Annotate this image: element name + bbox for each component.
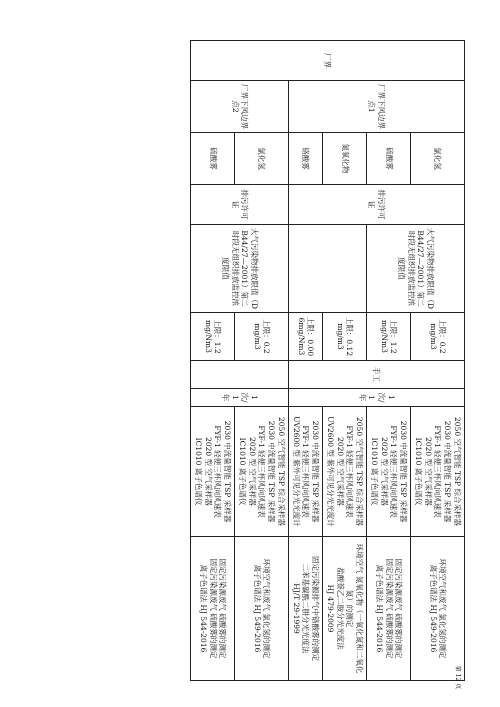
area-cell: 厂界 (191, 41, 465, 81)
limit-cell: 上限：1.2mg/Nm3 (191, 313, 235, 361)
instrument-line: 2020 型 空气采样器 (335, 437, 345, 506)
analysis-method-cell (367, 537, 411, 681)
pollutant-cell: 氮氧化物 (323, 133, 367, 185)
instrument-cell (411, 407, 465, 537)
method-line: 环境空气 氮氧化物（一氧化氮和二氧化氮）的测定 (345, 543, 365, 674)
method-line: 固定污染源废气 硫酸雾的测定 (394, 558, 404, 659)
rotated-table-page (35, 40, 465, 680)
instrument-line: UV2600 型 紫外可见分光光度计 (326, 416, 335, 527)
pollutant-cell: 硫酸雾 (191, 133, 235, 185)
method-line: HJ/T 29-1999 (291, 583, 301, 634)
standard-cell (289, 225, 367, 313)
limit-cell: 上限：0.2mg/m3 (411, 313, 465, 361)
analysis-method-cell (289, 537, 323, 681)
method-line: 环境空气和废气 氯化氢的测定 (262, 558, 272, 659)
analysis-method-cell (235, 537, 289, 681)
method-line: 离子色谱法 HJ 549-2016 (252, 564, 262, 653)
frequency-cell: 1次/1年 (191, 389, 289, 407)
instrument-line: 2050 空气智能 TSP 综合采样器 (277, 417, 286, 526)
pollutant-cell: 铬酸雾 (289, 133, 323, 185)
method-line: 离子色谱法 HJ 544-2016 (374, 564, 384, 653)
instrument-cell (191, 407, 235, 537)
analysis-method-cell (191, 537, 235, 681)
instrument-line: 2020 型 空气采样器 (203, 437, 213, 506)
pollutant-cell: 氯化氢 (235, 133, 289, 185)
instrument-line: 2030 中流量智能 TSP 采样器 (223, 420, 233, 523)
instrument-line: 2020 型 空气采样器 (423, 437, 433, 506)
frequency-cell: 1次/1年 (289, 389, 465, 407)
instrument-cell (235, 407, 289, 537)
pollutant-cell: 氯化氢 (411, 133, 465, 185)
method-line: 二苯基碳酰二肼分光光度法 (301, 563, 311, 654)
instrument-line: 2030 中流量智能 TSP 采样器 (311, 420, 321, 523)
method-line: 环境空气和废气 氯化氢的测定 (438, 558, 448, 659)
limit-cell: 上限：0.2mg/m3 (235, 313, 289, 361)
instrument-line: FYF-1 轻便三杯风向风速表 (389, 425, 399, 518)
instrument-line: IC1010 离子色谱仪 (238, 437, 247, 506)
method-line: 盐酸萘乙二胺分光光度法 (335, 567, 345, 650)
method-line: 固定污染源废气 硫酸雾的测定 (218, 558, 228, 659)
method-line: 离子色谱法 HJ 549-2016 (428, 564, 438, 653)
instrument-line: IC1010 离子色谱仪 (194, 437, 203, 506)
monitoring-table (190, 40, 465, 681)
table-row (235, 41, 289, 681)
instrument-line: 2020 型 空气采样器 (247, 437, 257, 506)
method-line: 固定污染源排气中铬酸雾的测定 (311, 556, 321, 661)
method-type-cell (191, 361, 289, 389)
instrument-line: FYF-1 轻便三杯风向风速表 (301, 425, 311, 518)
method-line: HJ 479-2009 (326, 584, 335, 633)
instrument-cell (289, 407, 323, 537)
instrument-line: 2050 空气智能 TSP 综合采样器 (355, 417, 365, 526)
instrument-line: FYF-1 轻便三杯风向风速表 (345, 425, 355, 518)
instrument-line: 2030 中流量智能 TSP 采样器 (267, 420, 277, 523)
analysis-method-cell (411, 537, 465, 681)
point-cell: 厂界下风边界点2 (191, 81, 289, 133)
point-cell: 厂界下风边界点1 (289, 81, 465, 133)
page-number: 第 12 页 (453, 665, 461, 690)
instrument-line: 2050 空气智能 TSP 综合采样器 (453, 417, 462, 526)
permit-cell: 排污许可证 (289, 185, 465, 225)
instrument-line: IC1010 离子色谱仪 (414, 437, 423, 506)
standard-cell: 大气污染物排放限值（DB44/27—2001）第二时段无组织排放监控浓度限值 (367, 225, 465, 313)
instrument-line: 2020 型 空气采样器 (379, 437, 389, 506)
instrument-cell (367, 407, 411, 537)
limit-cell: 上限：0.12mg/m3 (323, 313, 367, 361)
instrument-line: 2030 中流量智能 TSP 采样器 (443, 420, 453, 523)
instrument-line: FYF-1 轻便三杯风向风速表 (433, 425, 443, 518)
instrument-line: IC1010 离子色谱仪 (370, 437, 379, 506)
instrument-line: 2030 中流量智能 TSP 采样器 (399, 420, 409, 523)
instrument-line: FYF-1 轻便三杯风向风速表 (257, 425, 267, 518)
method-type-cell: 手工 (289, 361, 465, 389)
limit-cell: 上限：1.2mg/Nm3 (367, 313, 411, 361)
limit-cell: 上限：0.006mg/Nm3 (289, 313, 323, 361)
method-line: 离子色谱法 HJ 544-2016 (198, 564, 208, 653)
pollutant-cell: 硫酸雾 (367, 133, 411, 185)
instrument-line: UV2600 型 紫外可见分光光度计 (291, 416, 301, 527)
table-row (411, 41, 465, 681)
analysis-method-cell (323, 537, 367, 681)
instrument-cell (323, 407, 367, 537)
permit-cell: 排污许可证 (191, 185, 289, 225)
method-line: 固定污染源废气 硫酸雾的测定 (384, 558, 394, 659)
standard-cell: 大气污染物排放限值（DB44/27—2001）第二时段无组织排放监控浓度限值 (191, 225, 289, 313)
method-line: 固定污染源废气 硫酸雾的测定 (208, 558, 218, 659)
instrument-line: FYF-1 轻便三杯风向风速表 (213, 425, 223, 518)
